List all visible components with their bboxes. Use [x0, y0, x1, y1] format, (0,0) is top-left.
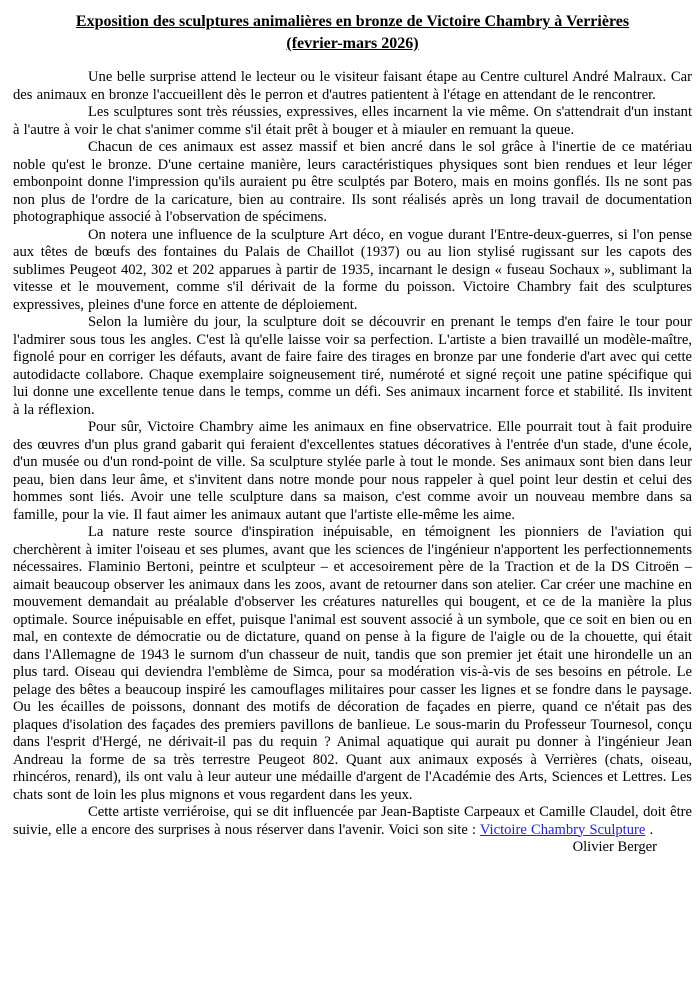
paragraph-nature-inspiration: La nature reste source d'inspiration inépuisable, en témoignent les pionniers de l'aviation qui cherchèrent à imiter l'oiseau et ses plumes, avant que les sciences de l'ingénieur n'apportent les perfectionnements nécessaires. Flaminio Bertoni, peintre et sculpteur – et accesoirement père de la Traction et de la DS Citroën – aimait beaucoup observer les animaux dans les zoos, avant de retourner dans son atelier. Car créer une machine en mouvement demandait au préalable d'observer les créatures naturelles qui bougent, et ce de la manière la plus optimale. Source inépuisable en effet, puisque l'animal est souvent associé à un symbole, que ce soit en bien ou en mal, en contexte de démocratie ou de dictature, quand on pense à la figure de l'aigle ou de la chouette, qui était dans l'Allemagne de 1943 le surnom d'un chasseur de nuit, tandis que son premier jet était une hirondelle un an plus tard. Oiseau qui deviendra l'emblème de Simca, pour sa modération vis-à-vis de ses besoins en pétrole. Le pelage des bêtes a beaucoup inspiré les camouflages militaires pour casser les lignes et se fondre dans le paysage. Ou les écailles de poissons, donnant des motifs de décoration de façades en pierre, quand ce n'était pas des plaques d'isolation des façades des premiers pavillons de banlieue. Le sous-marin du Professeur Tournesol, conçu dans l'esprit d'Hergé, ne dérivait-il pas du requin ? Animal aquatique qui aurait pu donner à l'ingénieur Jean Andreau la forme de sa très terrestre Peugeot 802. Quant aux animaux exposés à Verrières (chats, oiseau, rhincéros, renard), ils ont valu à leur auteur une médaille d'argent de l'Académie des Arts, Sciences et Lettres. Les chats sont de loin les plus mignons et vous regardent dans les yeux. — [13, 524, 692, 803]
paragraph-intro: Une belle surprise attend le lecteur ou le visiteur faisant étape au Centre culturel André Malraux. Car des animaux en bronze l'accueillent dès le perron et d'autres patientent à l'étage en attendant de le rencontrer. — [13, 69, 692, 103]
paragraph-sculptures-reussies: Les sculptures sont très réussies, expressives, elles incarnent la vie même. On s'attendrait d'un instant à l'autre à voir le chat s'animer comme s'il était prêt à bouger et à miauler en remuant la queue. — [13, 104, 692, 138]
closing-text-before-link: Cette artiste verriéroise, qui se dit influencée par Jean-Baptiste Carpeaux et Camille Claudel, doit être suivie, elle a encore des surprises à nous réserver dans l'avenir. Voici son site : — [13, 804, 692, 838]
paragraph-art-deco: On notera une influence de la sculpture Art déco, en vogue durant l'Entre-deux-guerres, si l'on pense aux têtes de bœufs des fontaines du Palais de Chaillot (1937) ou au lion stylisé rugissant sur les capots des sublimes Peugeot 402, 302 et 202 apparues à partir de 1935, incarnant le design « fuseau Sochaux », sublimant la vitesse et le mouvement, comme s'il dérivait de la forme du poisson. Victoire Chambry fait des sculptures expressives, pleines d'une force en attente de déploiement. — [13, 226, 692, 313]
paragraph-animaux-massifs: Chacun de ces animaux est assez massif et bien ancré dans le sol grâce à l'inertie de ce matériau noble qu'est le bronze. D'une certaine manière, leurs caractéristiques physiques sont bien rendues et leur léger embonpoint donne l'impression qu'ils auraient pu être sculptés par Botero, mais en moins gonflés. Ils ne sont pas non plus de l'ordre de la caricature, bien au contraire. Ils sont réalisés après un long travail de documentation photographique associé à l'observation de spécimens. — [13, 139, 692, 225]
closing-text-after-link: . — [645, 821, 654, 838]
paragraph-fine-observatrice: Pour sûr, Victoire Chambry aime les animaux en fine observatrice. Elle pourrait tout à fait produire des œuvres d'un plus grand gabarit qui feraient d'excellentes statues décoratives à l'entrée d'un stade, d'une école, d'un musée ou d'un rond-point de ville. Sa sculpture stylée parle à tout le monde. Ses animaux sont bien dans leur peau, bien dans leur âme, et s'invitent dans notre monde pour nous rappeler à quel point leur destin et celui des hommes sont liés. Avoir une telle sculpture dans sa maison, c'est comme avoir un nouveau membre dans sa famille, pour la vie. Il faut aimer les animaux autant que l'artiste elle-même les aime. — [13, 419, 692, 523]
author-signature: Olivier Berger — [572, 839, 657, 855]
paragraph-lumiere-du-jour: Selon la lumière du jour, la sculpture doit se découvrir en prenant le temps d'en faire le tour pour l'admirer sous tous les angles. C'est là qu'elle laisse voir sa perfection. L'artiste a bien travaillé un modèle-maître, fignolé pour en corriger les défauts, avant de faire faire des tirages en bronze par une fonderie d'art avec qui cette autodidacte collabore. Chaque exemplaire soigneusement tiré, numéroté et signé reçoit une patine spécifique qui lui donne une excellente tenue dans le temps, comme un défi. Ses animaux incarnent force et stabilité. Ils invitent à la réflexion. — [13, 314, 692, 418]
document-title — [13, 11, 692, 55]
document-title-line-1: Exposition des sculptures animalières en bronze de Victoire Chambry à Verrières — [75, 13, 630, 30]
victoire-chambry-sculpture-link[interactable]: Victoire Chambry Sculpture — [479, 821, 646, 838]
paragraph-closing — [13, 804, 692, 839]
document-title-line-2: (fevrier-mars 2026) — [286, 35, 419, 52]
